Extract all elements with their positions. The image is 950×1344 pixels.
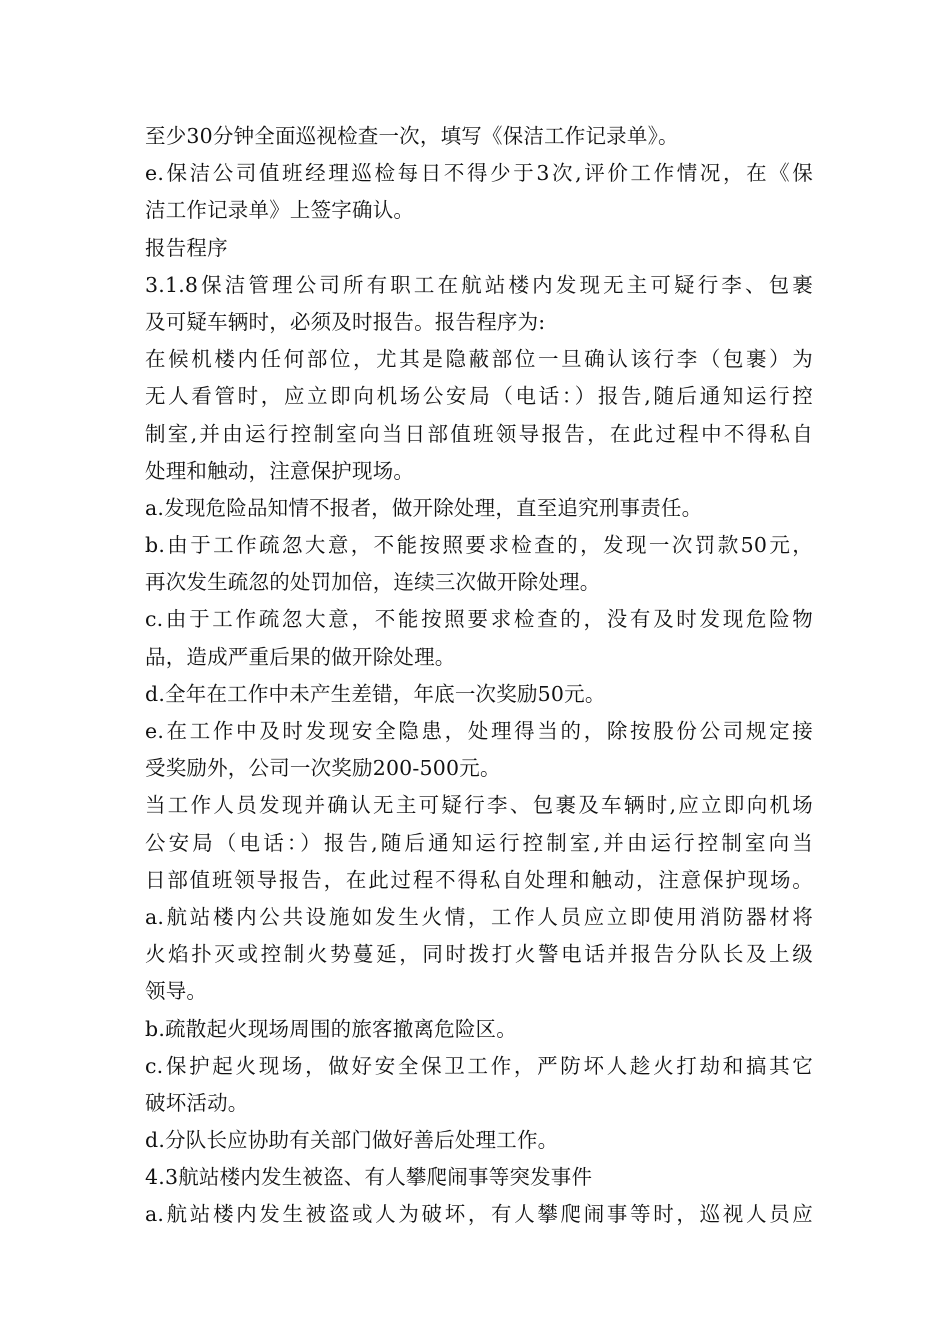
text-line: 洁工作记录单》上签字确认。 xyxy=(145,198,415,223)
text-line: 报告程序 xyxy=(145,235,228,260)
text-line: e.在工作中及时发现安全隐患，处理得当的，除按股份公司规定接 xyxy=(145,719,813,743)
text-line: d.分队长应协助有关部门做好善后处理工作。 xyxy=(145,1128,559,1153)
text-line: 处理和触动，注意保护现场。 xyxy=(145,458,415,483)
text-line: d.全年在工作中未产生差错，年底一次奖励50元。 xyxy=(145,681,606,706)
text-line: a.发现危险品知情不报者，做开除处理，直至追究刑事责任。 xyxy=(145,495,703,520)
text-line: 制室,并由运行控制室向当日部值班领导报告，在此过程中不得私自 xyxy=(145,421,813,446)
text-line: e.保洁公司值班经理巡检每日不得少于3次,评价工作情况，在《保 xyxy=(145,161,813,186)
text-line: a.航站楼内公共设施如发生火情，工作人员应立即使用消防器材将 xyxy=(145,904,813,929)
text-line: 破坏活动。 xyxy=(145,1090,249,1115)
text-line: 当工作人员发现并确认无主可疑行李、包裹及车辆时,应立即向机场 xyxy=(145,793,813,818)
text-line: a.航站楼内发生被盗或人为破坏，有人攀爬闹事等时，巡视人员应 xyxy=(145,1202,813,1227)
text-line: 3.1.8保洁管理公司所有职工在航站楼内发现无主可疑行李、包裹 xyxy=(145,272,813,297)
text-line: 火焰扑灭或控制火势蔓延，同时拨打火警电话并报告分队长及上级 xyxy=(145,942,813,967)
text-line: 及可疑车辆时，必须及时报告。报告程序为: xyxy=(145,309,546,334)
text-line: 4.3航站楼内发生被盗、有人攀爬闹事等突发事件 xyxy=(145,1165,593,1190)
text-line: 领导。 xyxy=(145,979,208,1004)
text-line: 日部值班领导报告，在此过程不得私自处理和触动，注意保护现场。 xyxy=(145,867,813,892)
text-line: c.保护起火现场，做好安全保卫工作，严防坏人趁火打劫和搞其它 xyxy=(145,1053,813,1078)
text-line: 再次发生疏忽的处罚加倍，连续三次做开除处理。 xyxy=(145,570,601,595)
text-line: 受奖励外，公司一次奖励200-500元。 xyxy=(145,756,501,781)
text-line: c.由于工作疏忽大意，不能按照要求检查的，没有及时发现危险物 xyxy=(145,607,813,632)
text-line: b.疏散起火现场周围的旅客撤离危险区。 xyxy=(145,1016,517,1041)
text-line: 至少30分钟全面巡视检查一次，填写《保洁工作记录单》。 xyxy=(145,124,679,148)
document-body xyxy=(145,118,813,1234)
text-line: 在候机楼内任何部位，尤其是隐蔽部位一旦确认该行李（包裹）为 xyxy=(145,347,813,372)
text-line: 无人看管时，应立即向机场公安局（电话：）报告,随后通知运行控 xyxy=(145,384,813,409)
text-line: b.由于工作疏忽大意，不能按照要求检查的，发现一次罚款50元， xyxy=(145,533,813,558)
text-line: 公安局（电话：）报告,随后通知运行控制室,并由运行控制室向当 xyxy=(145,830,813,855)
text-line: 品，造成严重后果的做开除处理。 xyxy=(145,644,456,669)
